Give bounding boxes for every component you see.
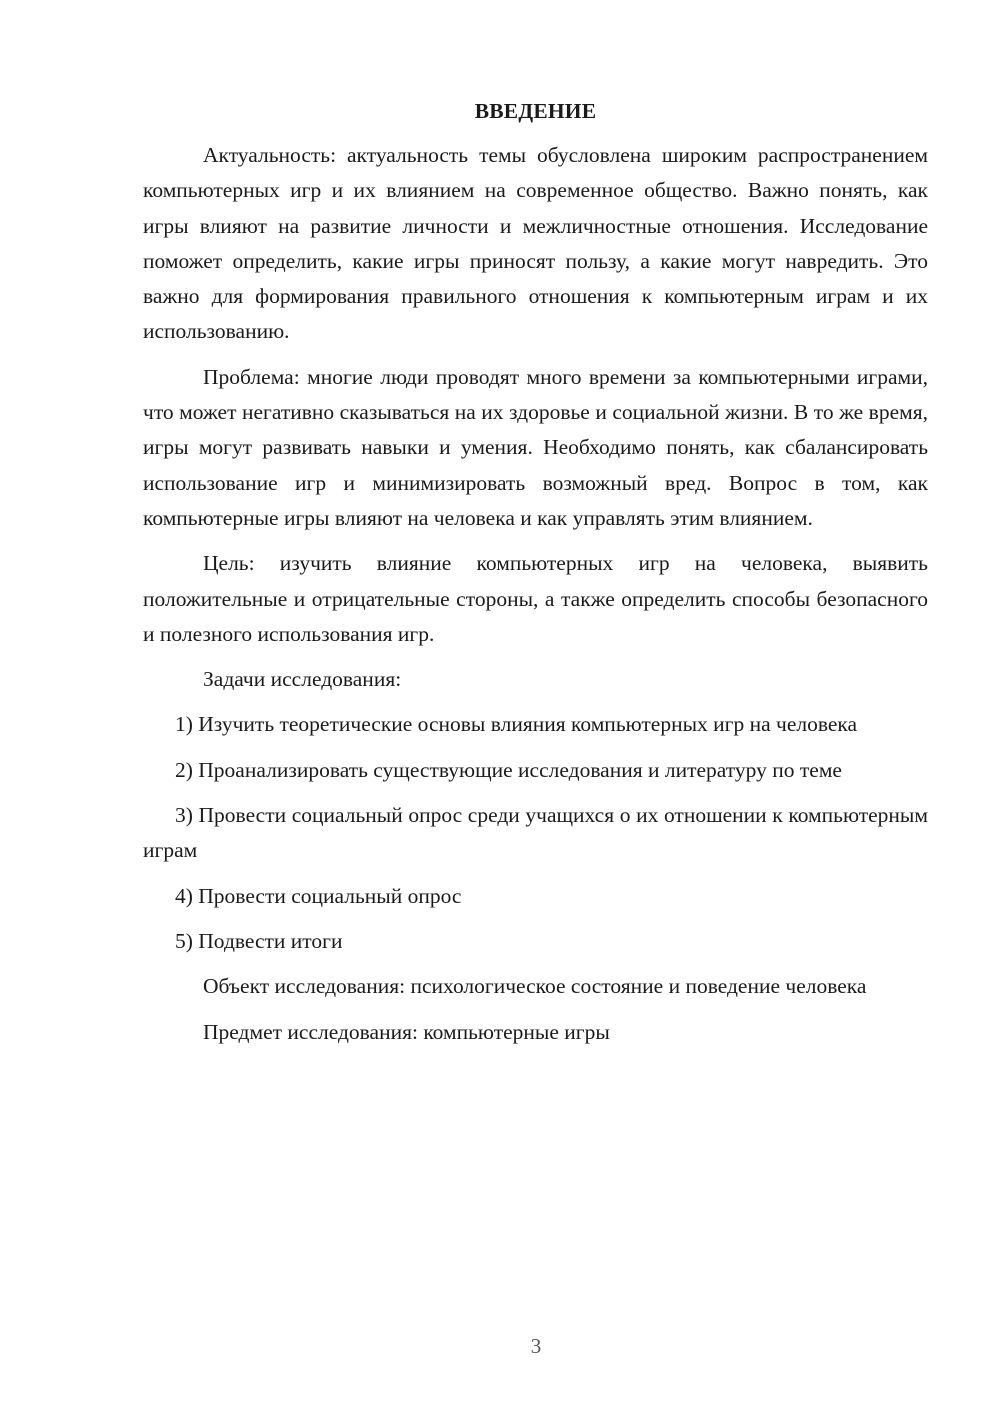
task-item: 1) Изучить теоретические основы влияния компьютерных игр на человека [175,712,858,737]
task-item: 2) Проанализировать существующие исследования и литературу по теме [175,757,842,782]
relevance-paragraph: Актуальность: актуальность темы обусловлена широким распространением компьютерных игр и их влиянием на современное общество. Важно понять, как игры влияют на развитие личности и межличностные отношения. Исследование поможет определить, какие игры приносят пользу, а какие могут навредить. Это важно для формирования правильного отношения к компьютерным играм и их использованию. [143,143,928,344]
goal-paragraph: Цель: изучить влияние компьютерных игр на человека, выявить положительные и отрицательные стороны, а также определить способы безопасного и полезного использования игр. [143,551,928,646]
page-content [143,96,928,1060]
object-paragraph: Объект исследования: психологическое состояние и поведение человека [203,974,867,999]
problem-paragraph: Проблема: многие люди проводят много времени за компьютерными играми, что может негативно сказываться на их здоровье и социальной жизни. В то же время, игры могут развивать навыки и умения. Необходимо понять, как сбалансировать использование игр и минимизировать возможный вред. Вопрос в том, как компьютерные игры влияют на человека и как управлять этим влиянием. [143,364,928,530]
tasks-title: Задачи исследования: [203,667,402,692]
section-heading: ВВЕДЕНИЕ [474,99,597,123]
subject-paragraph: Предмет исследования: компьютерные игры [203,1019,610,1044]
task-item: 3) Провести социальный опрос среди учащихся о их отношении к компьютерным играм [143,803,928,863]
page-number: 3 [530,1334,542,1358]
task-item: 4) Провести социальный опрос [175,883,462,908]
task-item: 5) Подвести итоги [175,928,343,953]
